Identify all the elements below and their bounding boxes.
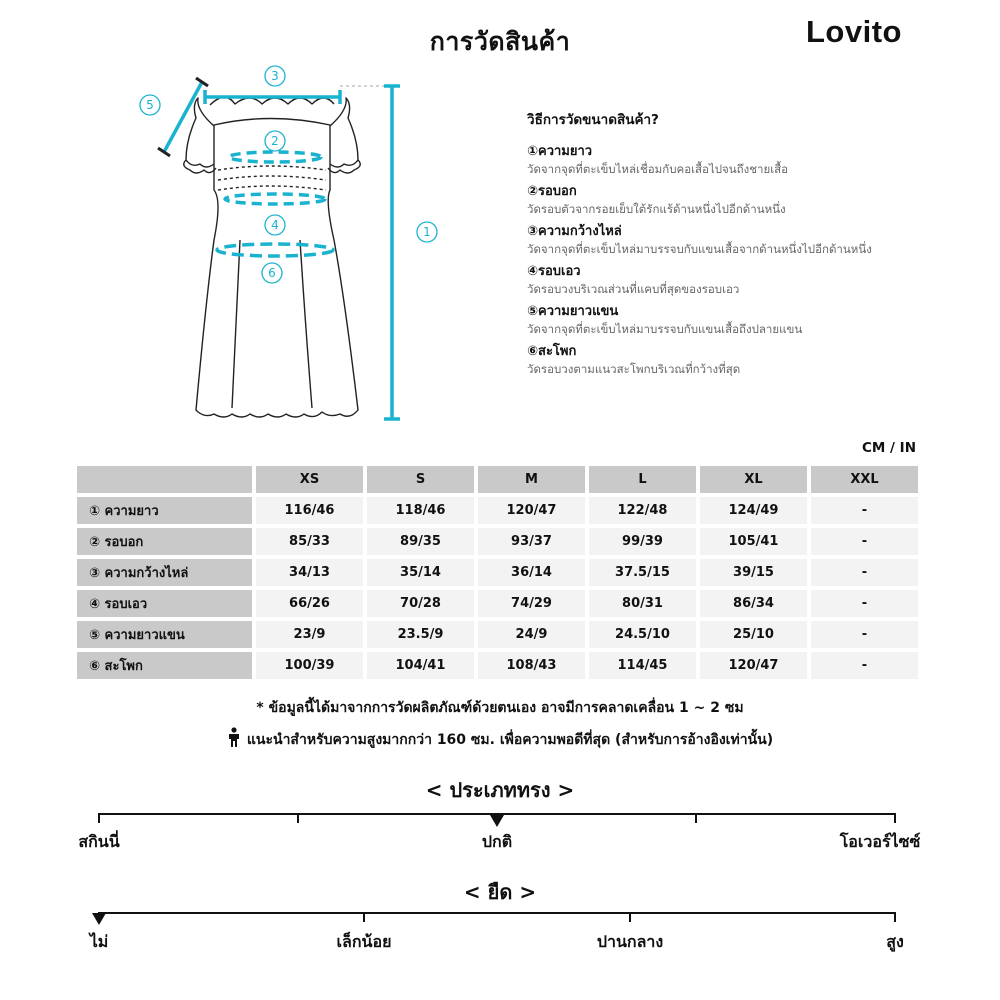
fit-label-oversize: โอเวอร์ไซซ์ <box>839 832 921 851</box>
size-header: M <box>478 466 585 493</box>
size-header: XXL <box>811 466 918 493</box>
table-cell: 66/26 <box>256 590 363 617</box>
table-header-row <box>77 466 918 493</box>
fit-scale-title: < ประเภททรง > <box>425 778 575 802</box>
table-cell: 34/13 <box>256 559 363 586</box>
how-item-desc: วัดจากจุดที่ตะเข็บไหล่เชื่อมกับคอเสื้อไปจนถึงชายเสื้อ <box>527 162 789 176</box>
how-item-waist <box>527 262 967 298</box>
how-to-measure <box>527 108 967 382</box>
how-item-title: ④รอบเอว <box>527 264 581 279</box>
row-label: ⑤ ความยาวแขน <box>77 621 252 648</box>
table-row <box>77 590 918 617</box>
height-note-text: แนะนำสำหรับความสูงมากกว่า 160 ซม. เพื่อความพอดีที่สุด (สำหรับการอ้างอิงเท่านั้น) <box>246 732 774 748</box>
table-cell: 89/35 <box>367 528 474 555</box>
how-item-title: ⑤ความยาวแขน <box>527 304 619 319</box>
row-label: ② รอบอก <box>77 528 252 555</box>
how-item-hip <box>527 342 967 378</box>
table-cell: 99/39 <box>589 528 696 555</box>
how-item-length <box>527 142 967 178</box>
table-cell: 80/31 <box>589 590 696 617</box>
row-label: ① ความยาว <box>77 497 252 524</box>
table-cell: - <box>811 652 918 679</box>
size-header: XL <box>700 466 807 493</box>
stretch-scale-line <box>98 912 896 914</box>
fit-scale-tick <box>695 813 697 823</box>
stretch-label-none: ไม่ <box>89 932 109 951</box>
table-cell: 23/9 <box>256 621 363 648</box>
stretch-label-medium: ปานกลาง <box>596 932 664 951</box>
stretch-label-slight: เล็กน้อย <box>336 932 392 951</box>
table-row <box>77 652 918 679</box>
how-item-sleeve <box>527 302 967 338</box>
table-cell: - <box>811 559 918 586</box>
height-note <box>0 727 1000 751</box>
how-item-title: ③ความกว้างไหล่ <box>527 224 622 239</box>
stretch-scale-title: < ยืด > <box>463 880 537 904</box>
table-cell: 108/43 <box>478 652 585 679</box>
brand-logo: Lovito <box>806 14 902 49</box>
table-row <box>77 497 918 524</box>
svg-text:1: 1 <box>423 225 431 239</box>
how-item-desc: วัดจากจุดที่ตะเข็บไหล่มาบรรจบกับแขนเสื้อถึงปลายแขน <box>527 322 803 336</box>
table-cell: 105/41 <box>700 528 807 555</box>
dress-measurement-figure <box>120 60 460 430</box>
table-cell: 93/37 <box>478 528 585 555</box>
page-title: การวัดสินค้า <box>429 27 571 56</box>
table-cell: 120/47 <box>700 652 807 679</box>
size-header: XS <box>256 466 363 493</box>
table-cell: 25/10 <box>700 621 807 648</box>
table-cell: 120/47 <box>478 497 585 524</box>
left-sleeve <box>186 98 214 167</box>
svg-text:5: 5 <box>146 98 154 112</box>
fit-scale-tick <box>98 813 100 823</box>
table-cell: 116/46 <box>256 497 363 524</box>
table-cell: 24/9 <box>478 621 585 648</box>
how-item-desc: วัดจากจุดที่ตะเข็บไหล่มาบรรจบกับแขนเสื้อจากด้านหนึ่งไปอีกด้านหนึ่ง <box>527 242 872 256</box>
table-row <box>77 559 918 586</box>
stretch-scale-tick <box>629 912 631 922</box>
person-icon <box>227 727 241 751</box>
unit-label: CM / IN <box>862 440 916 456</box>
stretch-scale-tick <box>894 912 896 922</box>
how-item-title: ①ความยาว <box>527 144 593 159</box>
how-to-title: วิธีการวัดขนาดสินค้า? <box>527 112 659 128</box>
disclaimer-note: * ข้อมูลนี้ได้มาจากการวัดผลิตภัณฑ์ด้วยตนเอง อาจมีการคลาดเคลื่อน 1 ~ 2 ซม <box>256 700 744 716</box>
table-cell: 114/45 <box>589 652 696 679</box>
how-item-shoulder <box>527 222 967 258</box>
table-cell: 24.5/10 <box>589 621 696 648</box>
fit-scale-marker <box>490 815 504 827</box>
row-label: ④ รอบเอว <box>77 590 252 617</box>
table-cell: - <box>811 621 918 648</box>
table-cell: 35/14 <box>367 559 474 586</box>
how-item-title: ②รอบอก <box>527 184 577 199</box>
fit-label-regular: ปกติ <box>481 832 513 851</box>
table-cell: 100/39 <box>256 652 363 679</box>
stretch-scale-tick <box>363 912 365 922</box>
table-cell: 122/48 <box>589 497 696 524</box>
table-cell: 37.5/15 <box>589 559 696 586</box>
svg-text:3: 3 <box>271 69 279 83</box>
table-cell: 74/29 <box>478 590 585 617</box>
table-cell: 85/33 <box>256 528 363 555</box>
table-cell: 39/15 <box>700 559 807 586</box>
table-cell: - <box>811 590 918 617</box>
row-label: ⑥ สะโพก <box>77 652 252 679</box>
how-item-bust <box>527 182 967 218</box>
size-header: S <box>367 466 474 493</box>
table-cell: 86/34 <box>700 590 807 617</box>
table-cell: 104/41 <box>367 652 474 679</box>
how-item-desc: วัดรอบวงตามแนวสะโพกบริเวณที่กว้างที่สุด <box>527 362 741 376</box>
size-header: L <box>589 466 696 493</box>
svg-text:6: 6 <box>268 266 276 280</box>
stretch-scale-marker <box>92 913 106 925</box>
table-cell: 124/49 <box>700 497 807 524</box>
table-cell: 118/46 <box>367 497 474 524</box>
table-cell: 23.5/9 <box>367 621 474 648</box>
how-item-title: ⑥สะโพก <box>527 344 577 359</box>
fit-scale-tick <box>894 813 896 823</box>
svg-text:4: 4 <box>271 218 279 232</box>
how-item-desc: วัดรอบตัวจากรอยเย็บใต้รักแร้ด้านหนึ่งไปอีกด้านหนึ่ง <box>527 202 786 216</box>
table-cell: - <box>811 528 918 555</box>
table-cell: 36/14 <box>478 559 585 586</box>
table-cell: 70/28 <box>367 590 474 617</box>
how-item-desc: วัดรอบวงบริเวณส่วนที่แคบที่สุดของรอบเอว <box>527 282 740 296</box>
size-table <box>73 462 922 683</box>
fit-scale-tick <box>297 813 299 823</box>
table-cell: - <box>811 497 918 524</box>
table-corner <box>77 466 252 493</box>
right-sleeve <box>330 98 358 167</box>
fit-label-skinny: สกินนี่ <box>78 832 120 851</box>
table-row <box>77 621 918 648</box>
row-label: ③ ความกว้างไหล่ <box>77 559 252 586</box>
table-row <box>77 528 918 555</box>
svg-text:2: 2 <box>271 134 279 148</box>
stretch-label-high: สูง <box>886 932 904 951</box>
